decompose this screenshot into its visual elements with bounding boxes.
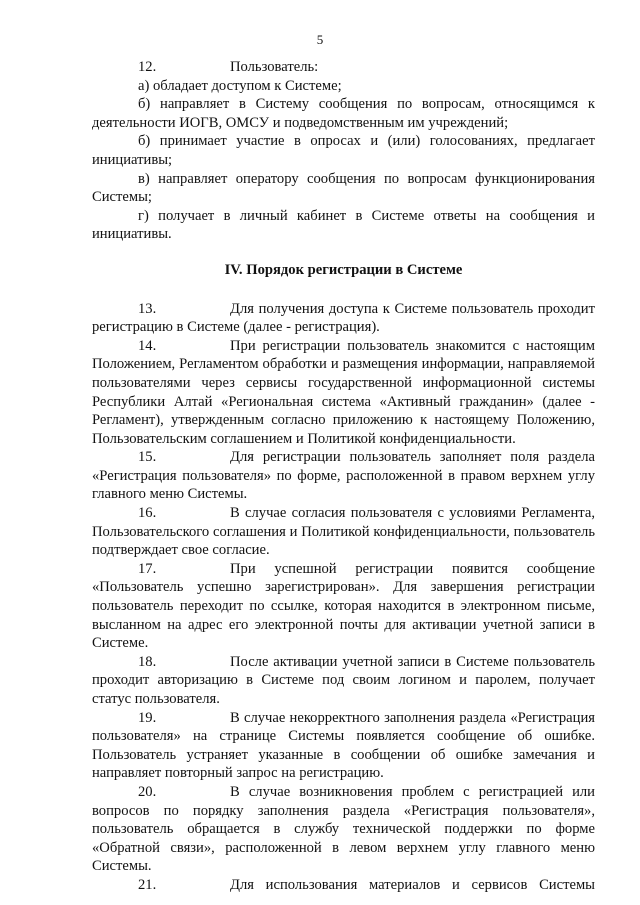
- paragraph-number: 16.: [138, 505, 157, 522]
- paragraph-18: [92, 653, 595, 709]
- paragraph-20: [92, 783, 595, 876]
- paragraph-number: 13.: [138, 300, 157, 317]
- paragraph-12: [92, 58, 595, 77]
- paragraph-number: 12.: [138, 59, 157, 75]
- paragraph-text: Для использования материалов и сервисов Системы: [230, 876, 595, 893]
- paragraph-15: [92, 448, 595, 504]
- list-item-v: в) направляет оператору сообщения по вопросам функционирования Системы;: [92, 170, 595, 206]
- paragraph-number: 18.: [138, 653, 157, 670]
- paragraph-text: При успешной регистрации появится сообщение «Пользователь успешно зарегистрирован». Для завершения регистрации пользователь переходит по ссылке, которая находится в электронном письме, высланном на адрес его электронной почты для активации учетной записи в Системе.: [92, 560, 595, 652]
- paragraph-16: [92, 504, 595, 560]
- paragraph-text: В случае согласия пользователя с условиями Регламента, Пользовательского соглашения и Политикой конфиденциальности, пользователь подтверждает свое согласие.: [92, 505, 595, 559]
- paragraph-text: В случае некорректного заполнения раздела «Регистрация пользователя» на странице Системы появляется сообщение об ошибке. Пользователь устраняет указанные в сообщении об ошибке замечания и направляет повторный запрос на регистрацию.: [92, 709, 595, 782]
- document-body: [92, 58, 595, 895]
- list-item-a: а) обладает доступом к Системе;: [138, 77, 342, 94]
- paragraph-number: 14.: [138, 337, 157, 354]
- paragraph-number: 15.: [138, 449, 157, 466]
- paragraph-21: [92, 876, 595, 895]
- paragraph-text: Пользователь:: [230, 59, 319, 75]
- list-item-b2: б) принимает участие в опросах и (или) голосованиях, предлагает инициативы;: [92, 133, 595, 168]
- paragraph-number: 20.: [138, 783, 157, 800]
- page-number: 5: [316, 32, 324, 47]
- paragraph-number: 17.: [138, 560, 157, 577]
- list-item-g: г) получает в личный кабинет в Системе ответы на сообщения и инициативы.: [92, 207, 595, 243]
- paragraph-text: В случае возникновения проблем с регистрацией или вопросов по порядку заполнения раздела «Регистрация пользователя», пользователь обращается в службу технической поддержки по форме «Обратной связи», расположенной в левом верхнем углу главного меню Системы.: [92, 783, 595, 875]
- paragraph-14: [92, 337, 595, 449]
- paragraph-number: 19.: [138, 709, 157, 726]
- paragraph-text: Для получения доступа к Системе пользователь проходит регистрацию в Системе (далее - регистрация).: [92, 300, 595, 336]
- section-heading: IV. Порядок регистрации в Системе: [224, 261, 463, 278]
- paragraph-17: [92, 560, 595, 653]
- paragraph-text: Для регистрации пользователь заполняет поля раздела «Регистрация пользователя» по форме, расположенной в правом верхнем углу главного меню Системы.: [92, 449, 595, 503]
- paragraph-19: [92, 709, 595, 783]
- list-item-b: б) направляет в Систему сообщения по вопросам, относящимся к деятельности ИОГВ, ОМСУ и подведомственным им учреждений;: [92, 96, 595, 131]
- paragraph-text: При регистрации пользователь знакомится с настоящим Положением, Регламентом обработки и размещения информации, направляемой пользователями через сервисы государственной информационной системы Республики Алтай «Региональная система «Активный гражданин» (далее - Регламент), утвержденным согласно приложению к настоящему Положению, Пользовательским соглашением и Политикой конфиденциальности.: [92, 337, 595, 447]
- paragraph-number: 21.: [138, 876, 157, 893]
- paragraph-13: [92, 300, 595, 337]
- paragraph-text: После активации учетной записи в Системе пользователь проходит авторизацию в Системе под своим логином и паролем, получает статус пользователя.: [92, 653, 595, 707]
